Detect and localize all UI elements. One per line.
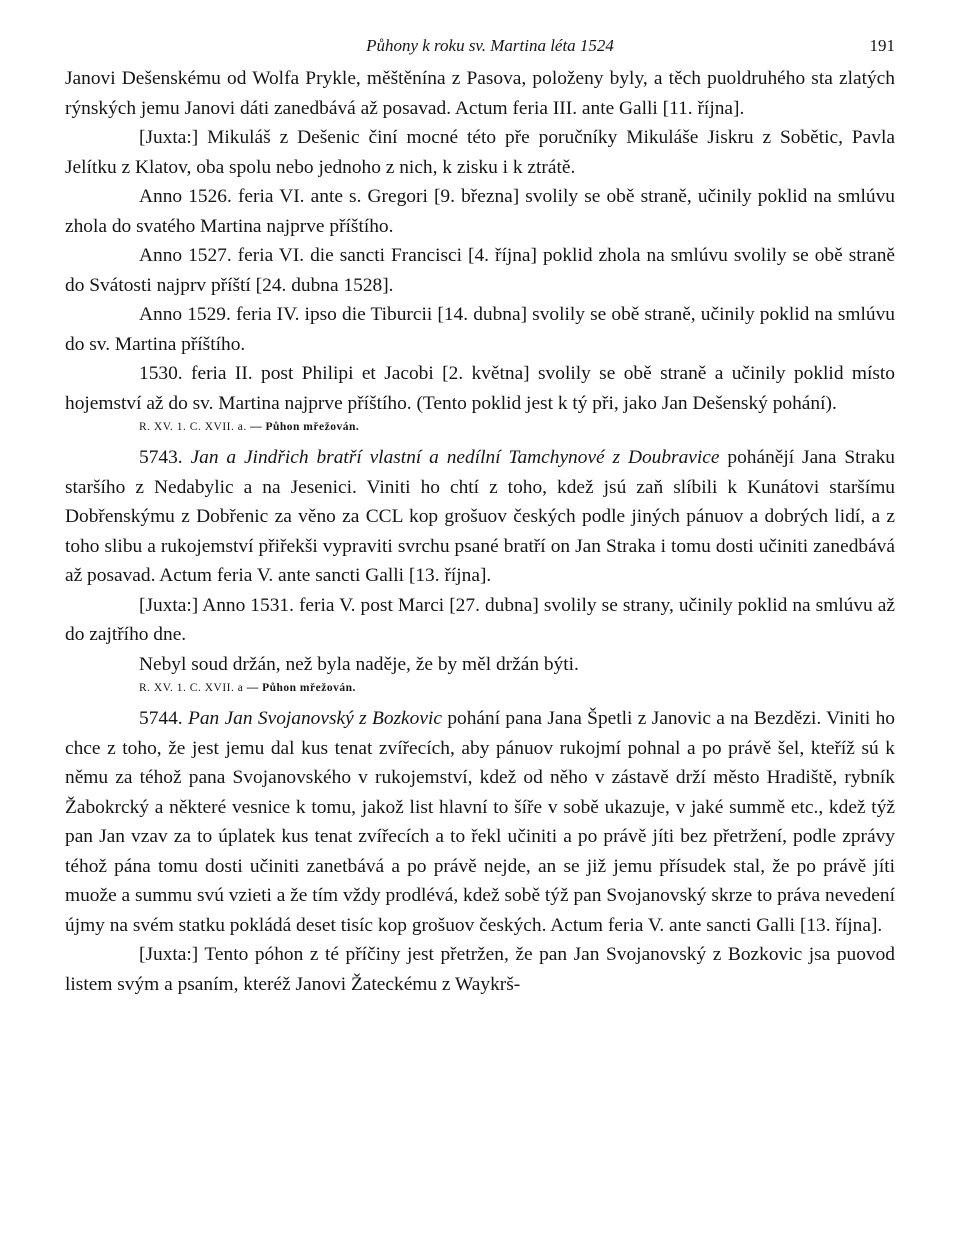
running-header (65, 36, 895, 64)
running-title: Půhony k roku sv. Martina léta 1524 (366, 36, 614, 55)
entry-5744 (65, 704, 895, 940)
source-signature: R. XV. 1. C. XVII. a (139, 682, 244, 694)
paragraph: [Juxta:] Anno 1531. feria V. post Marci [27. dubna] svolily se strany, učinily poklid na smlúvu až do zajtřího dne. (65, 594, 895, 645)
paragraph: [Juxta:] Tento póhon z té příčiny jest přetržen, že pan Jan Svojanovský z Bozkovic jsa puovod listem svým a psaním, kteréž Janovi Žateckému z Waykrš- (65, 944, 895, 995)
entry-title: Pan Jan Svojanovský z Bozkovic (187, 708, 442, 729)
entry-text: pohánějí Jana Straku staršího z Nedabylic a na Jesenici. Viniti ho chtí z toho, kdež jsú zaň slíbili k Kunátovi staršímu Dobřenskýmu z Dobřenic za věno za CCL kop grošuov českých podle jiných pánuov a dobrých lidí, a z toho slibu a rukojemství přiřekši vypraviti svrchu psané bratří on Jan Straka i tomu dosti učiniti zanedbává až posavad. Actum feria V. ante sancti Galli [13. října]. (65, 447, 895, 586)
source-reference (65, 680, 895, 696)
paragraph: Anno 1526. feria VI. ante s. Gregori [9. března] svolily se obě straně, učinily poklid na smlúvu zhola do svatého Martina najprve příštího. (65, 186, 895, 237)
paragraph: Anno 1529. feria IV. ipso die Tiburcii [14. dubna] svolily se obě straně, učinily poklid na smlúvu do sv. Martina příštího. (65, 304, 895, 355)
entry-5743 (65, 443, 895, 591)
entry-number: 5744. (139, 708, 183, 729)
source-note: — Půhon mřežován. (246, 682, 356, 694)
paragraph: Janovi Dešenskému od Wolfa Prykle, měštěnína z Pasova, položeny byly, a těch puoldruhého sta zlatých rýnských jemu Janovi dáti zanedbává až posavad. Actum feria III. ante Galli [11. října]. (65, 68, 895, 119)
source-note: — Půhon mřežován. (250, 421, 360, 433)
entry-title: Jan a Jindřich bratří vlastní a nedílní Tamchynové z Doubravice (190, 447, 720, 468)
entry-number: 5743. (139, 447, 183, 468)
paragraph: Anno 1527. feria VI. die sancti Francisci [4. října] poklid zhola na smlúvu svolily se obě straně do Svátosti najprv příští [24. dubna 1528]. (65, 245, 895, 296)
paragraph: 1530. feria II. post Philipi et Jacobi [2. května] svolily se obě straně a učinily poklid místo hojemství až do sv. Martina najprve příštího. (Tento poklid jest k tý při, jako Jan Dešenský pohání). (65, 363, 895, 414)
paragraph: Nebyl soud držán, než byla naděje, že by měl držán býti. (139, 653, 579, 675)
source-reference (65, 419, 895, 435)
source-signature: R. XV. 1. C. XVII. a. (139, 421, 247, 433)
document-page (65, 36, 895, 999)
page-number: 191 (869, 36, 895, 55)
paragraph: [Juxta:] Mikuláš z Dešenic činí mocné této pře poručníky Mikuláše Jiskru z Sobětic, Pavla Jelítku z Klatov, oba spolu nebo jednoho z nich, k zisku i k ztrátě. (65, 127, 895, 178)
entry-text: pohání pana Jana Špetli z Janovic a na Bezdězi. Viniti ho chce z toho, že jest jemu dal kus tenat zvířecích, aby pánuov rukojmí pohnal a po právě šel, kteříž sú k němu za téhož pana Svojanovského v rukojemství, kdež od něho v zástavě drží město Hradiště, rybník Žabokrcký a některé vesnice k tomu, jakož list hlavní to šíře v sobě ukazuje, v jaké summě etc., kdež týž pan Jan vzav za to úplatek kus tenat zvířecích a to řekl učiniti a po právě jíti bez přetržení, podle zprávy téhož pána tomu dosti učiniti zanetbává a po právě nejde, an se již jemu přísudek stal, že po právě jíti muože a summu svú vzieti a že tím vždy prodlévá, kdež sobě týž pan Svojanovský skrze to práva nevedení újmy na svém statku pokládá deset tisíc kop grošuov českých. Actum feria V. ante sancti Galli [13. října]. (65, 708, 895, 936)
